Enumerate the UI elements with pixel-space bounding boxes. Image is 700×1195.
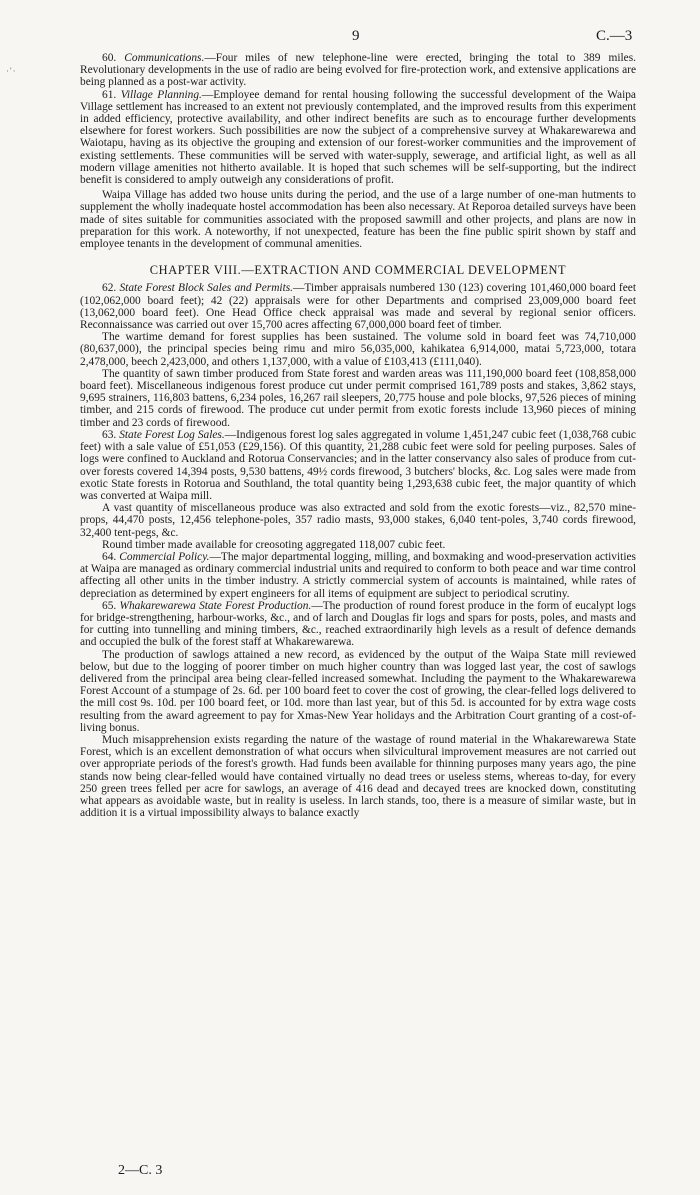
paragraph-text: A vast quantity of miscellaneous produce was also extracted and sold from the exotic forests—viz., 82,570 mine-props, 44,470 posts, 12,456 telephone-poles, 357 radio masts, 93,000 stakes, 6,040 tent-poles, 3,740 cords firewood, 32,400 tent-pegs, &c. [80,502,636,539]
paragraph-62 [80,282,636,331]
paragraph-heading: Whakarewarewa State Forest Production. [119,599,312,612]
page-header [0,28,700,48]
paragraph-number: 65. [102,599,117,612]
document-reference: C.—3 [596,28,633,44]
paragraph-heading: State Forest Block Sales and Permits. [119,282,294,295]
paragraph-miscellaneous-produce [80,502,636,539]
paragraph-heading: Commercial Policy. [119,550,210,563]
paragraph-text: —Four miles of new telephone-line were erected, bringing the total to 389 miles. Revolutionary developments in the use of radio are being evolved for fire-protection work, and extensive applications are being planned as a post-war activity. [80,52,636,89]
paragraph-round-timber [80,539,636,551]
paragraph-text: The wartime demand for forest supplies has been sustained. The volume sold in board feet was 74,710,000 (80,637,000), the principal species being rimu and miro 56,035,000, kahikatea 6,914,000, matai 5,723,000, totara 2,478,000, beech 2,423,000, and others 1,137,000, with a value of £103,413 (£111,040). [80,331,636,368]
paragraph-text: —The major departmental logging, milling, and boxmaking and wood-preservation activities at Waipa are managed as ordinary commercial industrial units and required to conform to both peace and war time control affecting all other units in the timber industry. A strictly commercial system of accounts is maintained, while rates of depreciation as determined by expert engineers for all items of equipment are subject to periodical scrutiny. [80,550,636,600]
paragraph-65 [80,600,636,649]
page-number: 9 [352,28,360,44]
paragraph-61 [80,89,636,187]
paragraph-wastage [80,734,636,819]
paragraph-number: 63. [102,428,117,441]
paragraph-text: The quantity of sawn timber produced from State forest and warden areas was 111,190,000 board feet (108,858,000 board feet). Miscellaneous indigenous forest produce cut under permit comprised 161,789 posts and stakes, 3,862 stays, 9,695 strainers, 116,803 battens, 6,234 poles, 16,267 rail sleepers, 20,775 house and pole blocks, 97,526 pieces of mining timber, and 215 cords of firewood. The produce cut under permit from exotic forests include 13,960 pieces of mining timber and 23 cords of firewood. [80,367,636,429]
paragraph-heading: State Forest Log Sales. [119,428,225,441]
paragraph-63 [80,429,636,502]
paragraph-number: 64. [102,550,117,563]
paragraph-text: —Timber appraisals numbered 130 (123) covering 101,460,000 board feet (102,062,000 board feet); 42 (22) appraisals were for other Departments and comprised 23,009,000 board feet (13,062,000 board feet). One Head Office check appraisal was made and several by regional senior officers. Reconnaissance was carried out over 15,700 acres affecting 67,000,000 board feet of timber. [80,282,636,332]
body-text [80,52,636,819]
paragraph-heading: Village Planning. [120,88,202,101]
paragraph-60 [80,52,636,89]
paragraph-text: Round timber made available for creosoting aggregated 118,007 cubic feet. [102,538,446,551]
chapter-heading: CHAPTER VIII.—EXTRACTION AND COMMERCIAL DEVELOPMENT [149,263,567,278]
paragraph-waipa-village [80,189,636,250]
paragraph-text: The production of sawlogs attained a new record, as evidenced by the output of the Waipa State mill reviewed below, but due to the logging of poorer timber on much higher country than was logged last year, the cost of sawlogs delivered from the principal area being clear-felled increased somewhat. Including the payment to the Whakarewarewa Forest Account of a stumpage of 2s. 6d. per 100 board feet to cover the cost of growing, the clear-felled logs delivered to the mill cost 9s. 10d. per 100 board feet, or 10d. more than last year, but of this 5d. is accounted for by extra wage costs resulting from the award agreement to pay for Xmas-New Year holidays and the Arbitration Court granting of a cost-of-living bonus. [80,648,636,734]
paragraph-text: Much misapprehension exists regarding the nature of the wastage of round material in the Whakarewarewa State Forest, which is an excellent demonstration of what occurs when silvicultural improvement measures are not carried out over appropriate periods of the forest's growth. Had funds been available for thinning purposes many years ago, the pine stands now being clear-felled would have contained virtually no dead trees or useless stems, whereas to-day, for every 250 green trees felled per acre for sawlogs, an average of 416 dead and decayed trees are knocked down, constituting what appears as avoidable waste, but in reality is useless. In larch stands, too, there is a measure of similar waste, but in addition it is a virtual impossibility always to balance exactly [80,733,636,820]
paragraph-text: Waipa Village has added two house units during the period, and the use of a large number of one-man hutments to supplement the wholly inadequate hostel accommodation has been also necessary. At Reporoa detailed surveys have been made of sites suitable for communities associated with the proposed sawmill and other projects, and plans are now in preparation for this work. A noteworthy, if not unexpected, feature has been the fine public spirit shown by staff and employee tenants in the development of communal amenities. [80,189,636,251]
paragraph-wartime-demand [80,331,636,368]
paragraph-heading: Communications. [124,52,205,64]
margin-mark: ·'· [6,66,17,76]
paragraph-number: 61. [102,88,117,101]
paragraph-sawlog-production [80,649,636,734]
paragraph-sawn-timber [80,368,636,429]
paragraph-64 [80,551,636,600]
paragraph-text: —Indigenous forest log sales aggregated in volume 1,451,247 cubic feet (1,038,768 cubic feet) with a sale value of £51,053 (£29,156). Of this quantity, 21,288 cubic feet were sold for peeling purposes. Sales of logs were confined to Auckland and Rotorua Conservancies; and in the latter conservancy also sales of produce from cut-over forests covered 14,394 posts, 9,530 battens, 49½ cords firewood, 3 butchers' blocks, &c. Log sales were made from exotic State forests in Rotorua and Southland, the total quantity being 1,293,638 cubic feet, the major quantity of which was converted at Waipa mill. [80,428,636,502]
page-footer: 2—C. 3 [118,1163,163,1178]
paragraph-number: 60. [102,52,117,64]
paragraph-number: 62. [102,282,117,295]
paragraph-text: —Employee demand for rental housing following the successful development of the Waipa Village settlement has increased to an extent not previously contemplated, and the improved results from this experiment in added efficiency, protective availability, and other indirect benefits are such as to encourage further developments elsewhere for forest workers. Such possibilities are now the subject of a comprehensive survey at Whakarewarewa and Waiotapu, having as its objective the grouping and extension of our forest-worker communities and the improvement of existing settlements. These communities will be served with water-supply, sewerage, and artificial light, as well as all modern village amenities not hitherto available. It is hoped that such schemes will be self-supporting, but the indirect benefit is considered to amply outweigh any considerations of profit. [80,88,636,187]
paragraph-text: —The production of round forest produce in the form of eucalypt logs for bridge-strengthening, harbour-works, &c., and of larch and Douglas fir logs and spars for posts, poles, and masts and for cutting into tunnelling and mining timbers, &c., reached extraordinarily high levels as a result of defence demands and occupied the bulk of the forest staff at Whakarewarewa. [80,599,636,649]
